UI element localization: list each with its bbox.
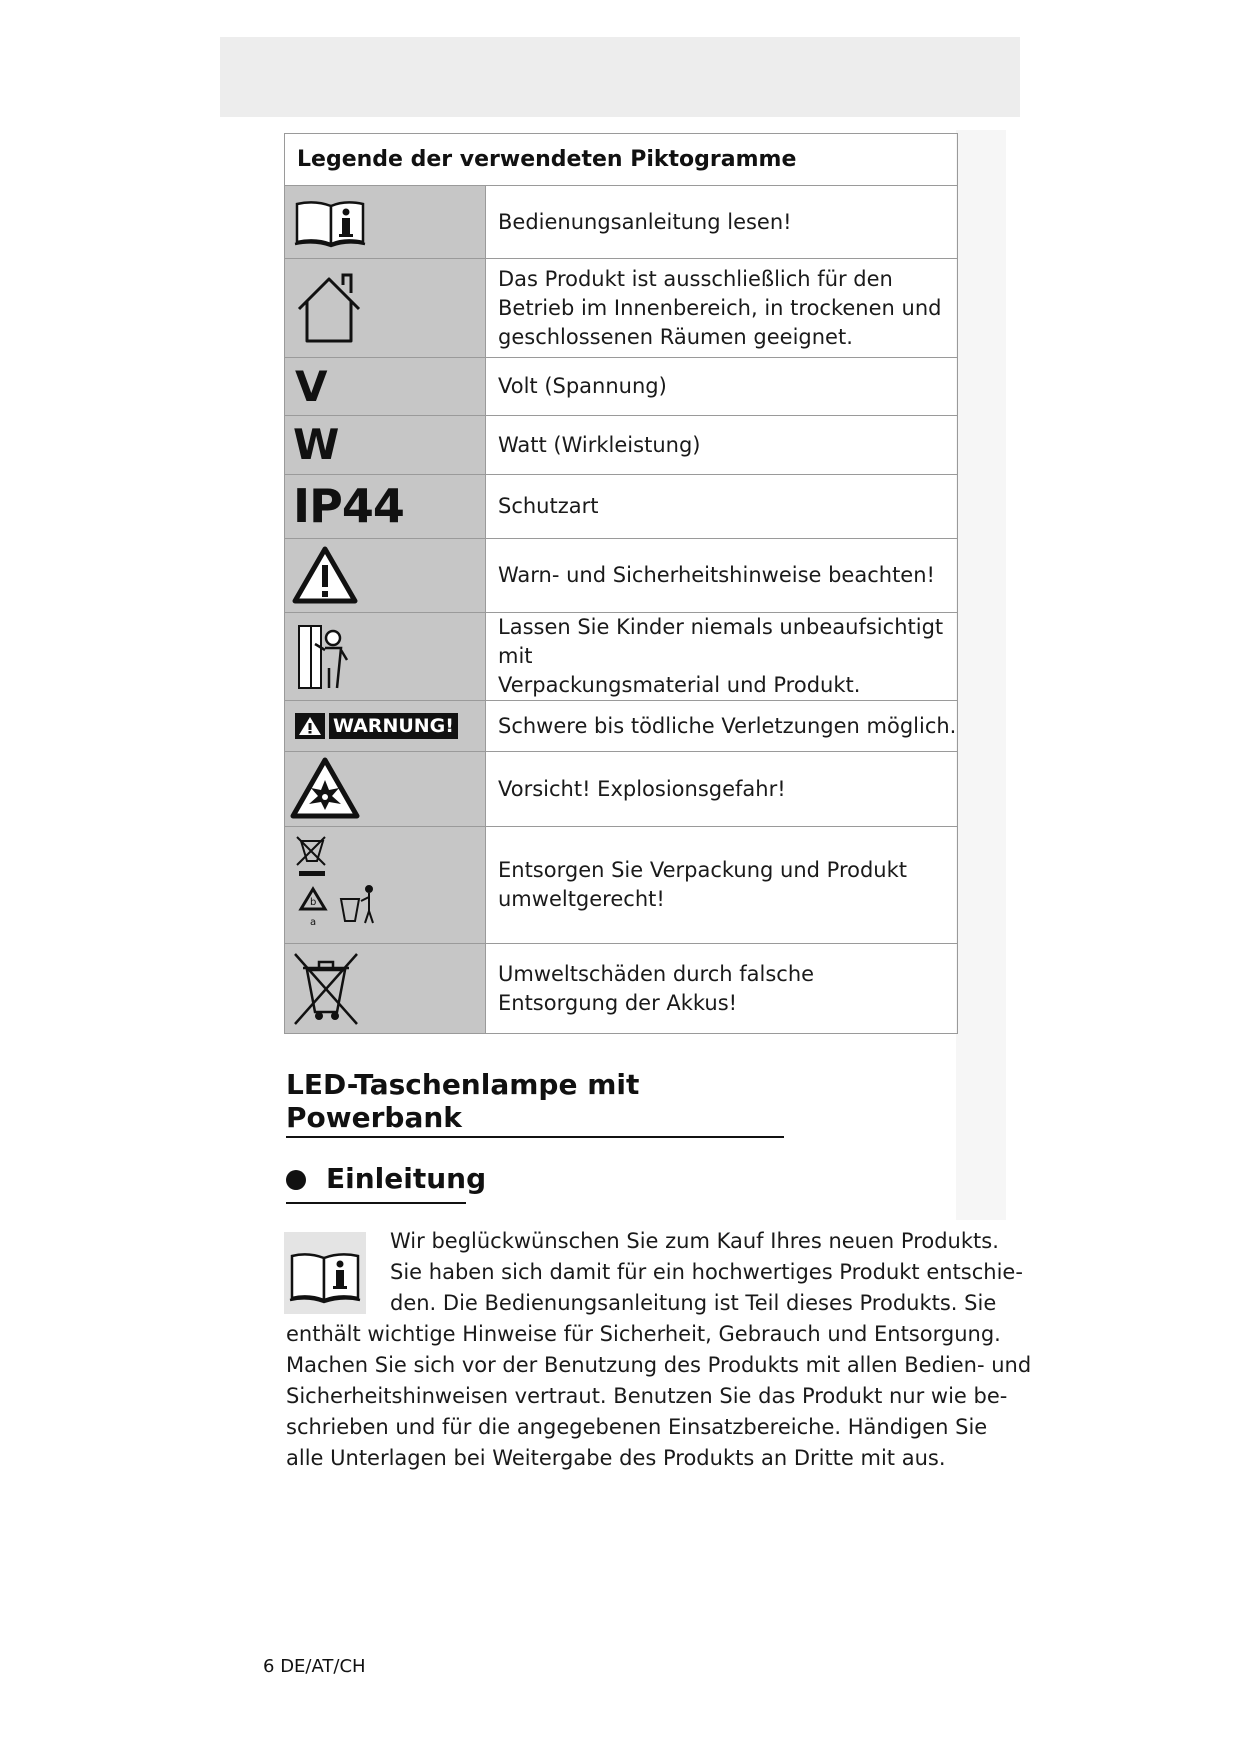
legend-text-line: Verpackungsmaterial und Produkt. — [498, 673, 861, 697]
legend-row — [285, 475, 958, 539]
volt-letter: V — [295, 362, 328, 411]
legend-text-line: Entsorgen Sie Verpackung und Produkt — [498, 858, 908, 882]
legend-text — [486, 944, 958, 1034]
bullet-icon — [286, 1170, 306, 1190]
warning-triangle-icon — [285, 539, 486, 613]
legend-row — [285, 613, 958, 701]
legend-text-line: Betrieb im Innenbereich, in trockenen und — [498, 295, 942, 320]
tidy-man-icon — [341, 886, 373, 923]
legend-text-line: Umweltschäden durch falsche — [498, 961, 815, 986]
watt-symbol — [285, 416, 486, 475]
small-crossed-bin-icon — [297, 837, 325, 865]
legend-text — [486, 752, 958, 827]
legend-text — [486, 416, 958, 475]
crossed-bin-icon — [285, 944, 486, 1034]
intro-line: den. Die Bedienungsanleitung ist Teil dieses Produkts. Sie — [390, 1291, 997, 1315]
legend-text — [486, 827, 958, 944]
intro-line: Sicherheitshinweisen vertraut. Benutzen Sie das Produkt nur wie be- — [286, 1384, 1008, 1408]
legend-text-line: Warn- und Sicherheitshinweise beachten! — [498, 563, 935, 587]
legend-row — [285, 944, 958, 1034]
legend-header-row — [285, 134, 958, 186]
legend-text — [486, 259, 958, 358]
legend-text — [486, 475, 958, 539]
recycling-letter: b — [310, 897, 317, 908]
intro-line: Machen Sie sich vor der Benutzung des Produkts mit allen Bedien- und — [286, 1353, 1032, 1377]
legend-text-line: Volt (Spannung) — [498, 374, 667, 398]
legend-row — [285, 752, 958, 827]
recycling-disposal-icon — [285, 827, 486, 944]
pictogram-legend-table — [284, 133, 958, 1034]
separator-bar — [299, 871, 325, 876]
recycling-letter: a — [310, 917, 317, 928]
intro-line: alle Unterlagen bei Weitergabe des Produkts an Dritte mit aus. — [286, 1446, 946, 1470]
legend-row — [285, 827, 958, 944]
legend-text-line: Bedienungsanleitung lesen! — [498, 209, 792, 234]
intro-line: schrieben und für die angegebenen Einsatzbereiche. Händigen Sie — [286, 1415, 988, 1439]
ip44-text: IP44 — [293, 479, 404, 533]
region-label: DE/AT/CH — [280, 1656, 366, 1677]
legend-text — [486, 701, 958, 752]
ip44-symbol — [285, 475, 486, 539]
page-number: 6 — [263, 1656, 275, 1677]
warnung-triangle-icon — [295, 713, 325, 739]
child-warning-icon — [285, 613, 486, 701]
legend-text — [486, 613, 958, 701]
intro-paragraph — [286, 1226, 1032, 1474]
header-band — [220, 37, 1020, 117]
section-heading — [286, 1162, 487, 1204]
volt-symbol — [285, 358, 486, 416]
legend-text — [486, 539, 958, 613]
legend-text-line: umweltgerecht! — [498, 887, 665, 911]
warnung-label: WARNUNG! — [329, 713, 458, 739]
legend-text-line: Schutzart — [498, 494, 599, 518]
legend-text-line: Entsorgung der Akkus! — [498, 990, 738, 1015]
legend-title: Legende der verwendeten Piktogramme — [285, 134, 958, 186]
legend-text-line: geschlossenen Räumen geeignet. — [498, 324, 853, 349]
explosion-warning-icon — [285, 752, 486, 827]
intro-line: Sie haben sich damit für ein hochwertiges Produkt entschie- — [390, 1260, 1023, 1284]
legend-row — [285, 416, 958, 475]
legend-row — [285, 701, 958, 752]
legend-text-line: Vorsicht! Explosionsgefahr! — [498, 776, 786, 801]
legend-text-line: Watt (Wirkleistung) — [498, 432, 701, 457]
legend-text-line: Schwere bis tödliche Verletzungen möglich. — [498, 713, 957, 738]
legend-row — [285, 259, 958, 358]
page-footer — [263, 1656, 366, 1677]
book-info-icon — [285, 186, 486, 259]
intro-line: enthält wichtige Hinweise für Sicherheit, Gebrauch und Entsorgung. — [286, 1322, 1001, 1346]
warnung-label-icon — [285, 701, 486, 752]
legend-text — [486, 358, 958, 416]
section-title: Einleitung — [326, 1162, 487, 1195]
legend-text — [486, 186, 958, 259]
legend-text-line: Das Produkt ist ausschließlich für den — [498, 266, 893, 291]
legend-text-line: Lassen Sie Kinder niemals unbeaufsichtigt mit — [498, 615, 944, 668]
intro-line: Wir beglückwünschen Sie zum Kauf Ihres neuen Produkts. — [390, 1229, 999, 1253]
legend-row — [285, 539, 958, 613]
page-edge-shadow — [956, 130, 1006, 1220]
legend-row — [285, 186, 958, 259]
product-heading: LED-Taschenlampe mit Powerbank — [286, 1068, 784, 1138]
legend-row — [285, 358, 958, 416]
house-icon — [285, 259, 486, 358]
watt-letter: W — [293, 420, 340, 469]
